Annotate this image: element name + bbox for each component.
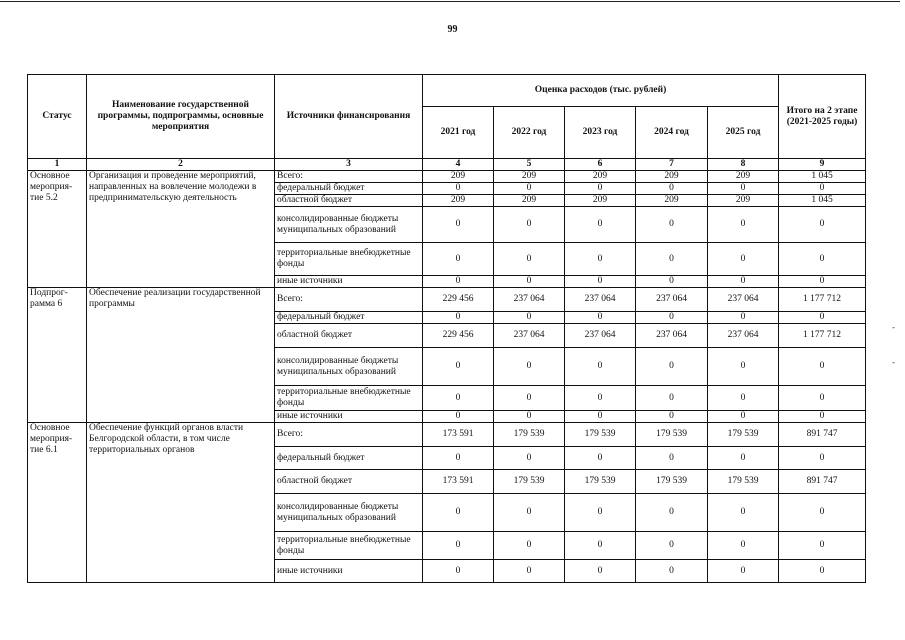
year-value-cell: 179 539 <box>708 423 779 447</box>
total-value-cell: 0 <box>779 207 866 243</box>
funding-source-cell: областной бюджет <box>275 195 423 207</box>
year-value-cell: 209 <box>708 171 779 183</box>
year-value-cell: 0 <box>565 494 636 532</box>
year-value-cell: 0 <box>636 447 708 470</box>
funding-source-cell: Всего: <box>275 288 423 312</box>
header-estimate: Оценка расходов (тыс. рублей) <box>423 75 779 107</box>
year-value-cell: 0 <box>494 243 565 276</box>
year-value-cell: 179 539 <box>636 470 708 494</box>
year-value-cell: 0 <box>494 276 565 288</box>
year-value-cell: 173 591 <box>423 470 494 494</box>
year-value-cell: 0 <box>565 243 636 276</box>
page-number: 99 <box>447 24 458 35</box>
year-value-cell: 237 064 <box>494 324 565 348</box>
year-value-cell: 209 <box>494 171 565 183</box>
year-value-cell: 0 <box>708 560 779 583</box>
year-value-cell: 179 539 <box>636 423 708 447</box>
column-index: 4 <box>423 159 494 171</box>
column-index: 1 <box>28 159 87 171</box>
year-value-cell: 0 <box>423 386 494 411</box>
year-value-cell: 209 <box>565 195 636 207</box>
column-index: 8 <box>708 159 779 171</box>
funding-source-cell: территориальные внебюджетные фонды <box>275 243 423 276</box>
year-value-cell: 0 <box>565 532 636 560</box>
year-value-cell: 0 <box>636 276 708 288</box>
year-value-cell: 0 <box>494 494 565 532</box>
funding-source-cell: Всего: <box>275 423 423 447</box>
year-value-cell: 0 <box>423 183 494 195</box>
table-row <box>28 288 866 312</box>
header-sources: Источники финансирования <box>275 75 423 159</box>
header-year-2023: 2023 год <box>565 107 636 159</box>
year-value-cell: 0 <box>636 312 708 324</box>
year-value-cell: 0 <box>565 207 636 243</box>
total-value-cell: 0 <box>779 348 866 386</box>
year-value-cell: 209 <box>494 195 565 207</box>
year-value-cell: 0 <box>565 276 636 288</box>
total-value-cell: 1 045 <box>779 171 866 183</box>
year-value-cell: 0 <box>423 560 494 583</box>
funding-source-cell: консолидированные бюджеты муниципальных образований <box>275 348 423 386</box>
year-value-cell: 237 064 <box>565 324 636 348</box>
year-value-cell: 0 <box>636 348 708 386</box>
year-value-cell: 0 <box>565 183 636 195</box>
year-value-cell: 0 <box>636 411 708 423</box>
funding-source-cell: федеральный бюджет <box>275 183 423 195</box>
year-value-cell: 0 <box>565 560 636 583</box>
status-cell: Подпрог-рамма 6 <box>28 288 87 423</box>
total-value-cell: 891 747 <box>779 423 866 447</box>
funding-source-cell: федеральный бюджет <box>275 447 423 470</box>
year-value-cell: 0 <box>494 560 565 583</box>
total-value-cell: 0 <box>779 386 866 411</box>
year-value-cell: 0 <box>708 532 779 560</box>
total-value-cell: 0 <box>779 276 866 288</box>
funding-source-cell: областной бюджет <box>275 470 423 494</box>
year-value-cell: 237 064 <box>636 288 708 312</box>
funding-source-cell: консолидированные бюджеты муниципальных образований <box>275 207 423 243</box>
year-value-cell: 209 <box>423 171 494 183</box>
total-value-cell: 0 <box>779 312 866 324</box>
budget-table <box>27 74 866 583</box>
year-value-cell: 0 <box>494 411 565 423</box>
total-value-cell: 0 <box>779 411 866 423</box>
year-value-cell: 237 064 <box>708 324 779 348</box>
year-value-cell: 0 <box>494 312 565 324</box>
year-value-cell: 209 <box>708 195 779 207</box>
column-index: 2 <box>87 159 275 171</box>
header-total: Итого на 2 этапе (2021-2025 годы) <box>779 75 866 159</box>
year-value-cell: 173 591 <box>423 423 494 447</box>
header-year-2021: 2021 год <box>423 107 494 159</box>
program-name-cell: Организация и проведение мероприятий, направленных на вовлечение молодежи в предпринимательскую деятельность <box>87 171 275 288</box>
year-value-cell: 0 <box>636 243 708 276</box>
year-value-cell: 179 539 <box>494 423 565 447</box>
margin-mark: - <box>892 357 895 367</box>
header-year-2025: 2025 год <box>708 107 779 159</box>
year-value-cell: 0 <box>708 243 779 276</box>
year-value-cell: 0 <box>423 494 494 532</box>
column-index: 3 <box>275 159 423 171</box>
year-value-cell: 0 <box>565 411 636 423</box>
year-value-cell: 179 539 <box>494 470 565 494</box>
year-value-cell: 0 <box>708 312 779 324</box>
total-value-cell: 891 747 <box>779 470 866 494</box>
funding-source-cell: Всего: <box>275 171 423 183</box>
table-row <box>28 423 866 447</box>
year-value-cell: 0 <box>423 447 494 470</box>
year-value-cell: 229 456 <box>423 324 494 348</box>
total-value-cell: 0 <box>779 183 866 195</box>
year-value-cell: 179 539 <box>565 423 636 447</box>
program-name-cell: Обеспечение функций органов власти Белгородской области, в том числе территориальных органов <box>87 423 275 583</box>
funding-source-cell: консолидированные бюджеты муниципальных образований <box>275 494 423 532</box>
year-value-cell: 0 <box>494 532 565 560</box>
funding-source-cell: иные источники <box>275 276 423 288</box>
total-value-cell: 0 <box>779 243 866 276</box>
funding-source-cell: иные источники <box>275 560 423 583</box>
year-value-cell: 0 <box>423 312 494 324</box>
table-row <box>28 171 866 183</box>
status-cell: Основное мероприя-тие 5.2 <box>28 171 87 288</box>
page-top-border <box>0 1 900 2</box>
year-value-cell: 237 064 <box>708 288 779 312</box>
year-value-cell: 0 <box>708 276 779 288</box>
year-value-cell: 0 <box>423 243 494 276</box>
year-value-cell: 0 <box>636 207 708 243</box>
year-value-cell: 0 <box>423 276 494 288</box>
total-value-cell: 0 <box>779 447 866 470</box>
year-value-cell: 0 <box>636 386 708 411</box>
year-value-cell: 0 <box>708 183 779 195</box>
header-status: Статус <box>28 75 87 159</box>
year-value-cell: 0 <box>708 447 779 470</box>
year-value-cell: 179 539 <box>708 470 779 494</box>
year-value-cell: 0 <box>636 494 708 532</box>
program-name-cell: Обеспечение реализации государственной программы <box>87 288 275 423</box>
year-value-cell: 237 064 <box>565 288 636 312</box>
year-value-cell: 179 539 <box>565 470 636 494</box>
year-value-cell: 0 <box>423 532 494 560</box>
year-value-cell: 209 <box>636 195 708 207</box>
year-value-cell: 0 <box>708 348 779 386</box>
margin-mark: - <box>892 322 895 332</box>
header-year-2022: 2022 год <box>494 107 565 159</box>
year-value-cell: 0 <box>708 386 779 411</box>
funding-source-cell: территориальные внебюджетные фонды <box>275 386 423 411</box>
year-value-cell: 0 <box>494 183 565 195</box>
year-value-cell: 209 <box>636 171 708 183</box>
year-value-cell: 237 064 <box>636 324 708 348</box>
status-cell: Основное мероприя-тие 6.1 <box>28 423 87 583</box>
funding-source-cell: территориальные внебюджетные фонды <box>275 532 423 560</box>
year-value-cell: 0 <box>636 532 708 560</box>
year-value-cell: 0 <box>494 348 565 386</box>
year-value-cell: 209 <box>423 195 494 207</box>
year-value-cell: 0 <box>494 386 565 411</box>
funding-source-cell: иные источники <box>275 411 423 423</box>
year-value-cell: 229 456 <box>423 288 494 312</box>
column-index: 5 <box>494 159 565 171</box>
year-value-cell: 0 <box>636 183 708 195</box>
funding-source-cell: областной бюджет <box>275 324 423 348</box>
total-value-cell: 1 045 <box>779 195 866 207</box>
total-value-cell: 1 177 712 <box>779 288 866 312</box>
year-value-cell: 0 <box>708 494 779 532</box>
year-value-cell: 0 <box>565 447 636 470</box>
year-value-cell: 0 <box>708 207 779 243</box>
table-body <box>28 171 866 583</box>
column-index-row <box>28 159 866 171</box>
header-year-2024: 2024 год <box>636 107 708 159</box>
year-value-cell: 0 <box>494 207 565 243</box>
year-value-cell: 237 064 <box>494 288 565 312</box>
funding-source-cell: федеральный бюджет <box>275 312 423 324</box>
year-value-cell: 0 <box>494 447 565 470</box>
year-value-cell: 209 <box>565 171 636 183</box>
column-index: 9 <box>779 159 866 171</box>
total-value-cell: 0 <box>779 494 866 532</box>
year-value-cell: 0 <box>423 411 494 423</box>
year-value-cell: 0 <box>636 560 708 583</box>
year-value-cell: 0 <box>423 348 494 386</box>
header-name: Наименование государственной программы, подпрограммы, основные мероприятия <box>87 75 275 159</box>
year-value-cell: 0 <box>565 312 636 324</box>
total-value-cell: 0 <box>779 532 866 560</box>
year-value-cell: 0 <box>423 207 494 243</box>
year-value-cell: 0 <box>565 348 636 386</box>
total-value-cell: 1 177 712 <box>779 324 866 348</box>
column-index: 7 <box>636 159 708 171</box>
column-index: 6 <box>565 159 636 171</box>
total-value-cell: 0 <box>779 560 866 583</box>
year-value-cell: 0 <box>565 386 636 411</box>
year-value-cell: 0 <box>708 411 779 423</box>
